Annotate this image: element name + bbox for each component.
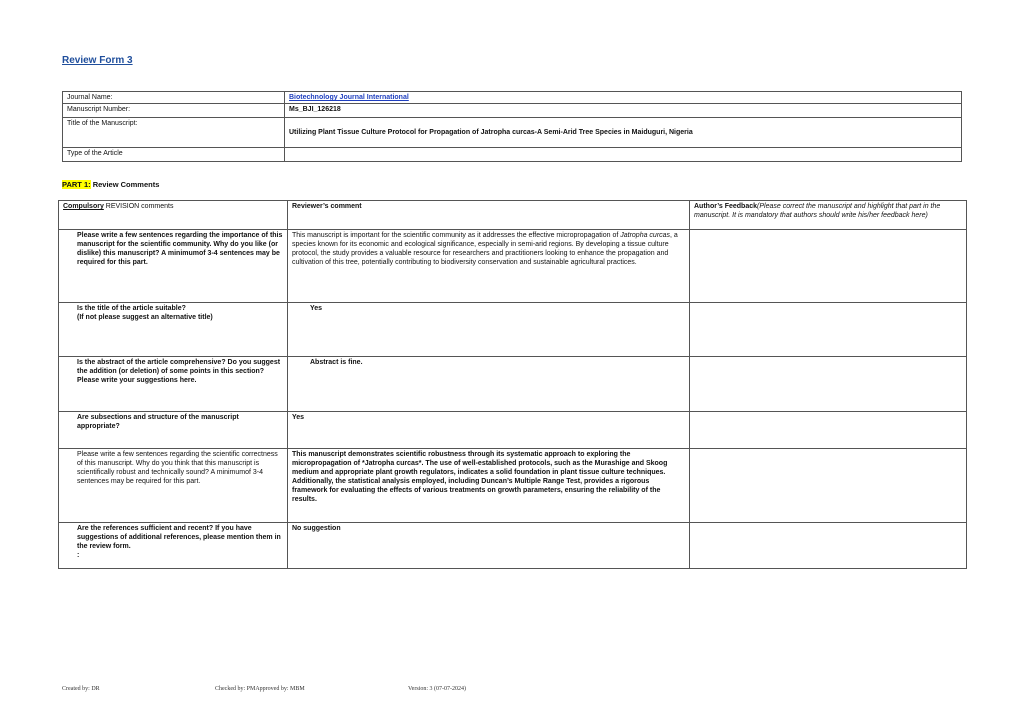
footer-checked: Checked by: PMApproved by: MBM — [215, 686, 305, 692]
author-feedback[interactable] — [690, 303, 967, 357]
question: Are the references sufficient and recent? If you have suggestions of additional references, please mention them in the review form. : — [59, 523, 288, 569]
footer-version: Version: 3 (07-07-2024) — [408, 686, 466, 692]
table-row — [59, 449, 967, 523]
part-title: Review Comments — [90, 180, 160, 189]
author-feedback[interactable] — [690, 412, 967, 449]
journal-label: Journal Name: — [63, 92, 285, 104]
author-feedback[interactable] — [690, 523, 967, 569]
manuscript-number: Ms_BJI_126218 — [285, 104, 962, 118]
header-compulsory: Compulsory REVISION comments — [59, 201, 288, 230]
author-feedback[interactable] — [690, 357, 967, 412]
manuscript-title: Utilizing Plant Tissue Culture Protocol for Propagation of Jatropha curcas-A Semi-Arid Tree Species in Maiduguri, Nigeria — [285, 118, 962, 148]
part-label: PART 1: — [62, 180, 91, 189]
reviewer-comment: No suggestion — [288, 523, 690, 569]
reviewer-comment: This manuscript demonstrates scientific robustness through its systematic approach to exploring the micropropagation of *Jatropha curcas*. The use of well-established protocols, such as the Murashige and Skoog medium and appropriate plant growth regulators, indicates a solid foundation in plant tissue culture techniques. Additionally, the statistical analysis employed, including Duncan’s Multiple Range Test, provides a rigorous framework for evaluating the effects of various treatments on growth parameters, ensuring the reliability of the results. — [288, 449, 690, 523]
header-reviewer: Reviewer’s comment — [288, 201, 690, 230]
review-table — [58, 200, 967, 569]
footer-created: Created by: DR — [62, 686, 100, 692]
author-feedback[interactable] — [690, 449, 967, 523]
reviewer-comment: Yes — [288, 303, 690, 357]
reviewer-comment: Abstract is fine. — [288, 357, 690, 412]
number-label: Manuscript Number: — [63, 104, 285, 118]
title-label: Title of the Manuscript: — [63, 118, 285, 148]
question: Is the title of the article suitable? (If not please suggest an alternative title) — [59, 303, 288, 357]
table-row — [59, 303, 967, 357]
reviewer-comment: Yes — [288, 412, 690, 449]
form-title: Review Form 3 — [62, 55, 133, 66]
question: Are subsections and structure of the manuscript appropriate? — [59, 412, 288, 449]
question: Please write a few sentences regarding the scientific correctness of this manuscript. Why do you think that this manuscript is scientifically robust and technically sound? A minimumof 3-4 sentences may be required for this part. — [59, 449, 288, 523]
article-type — [285, 148, 962, 162]
table-row — [59, 523, 967, 569]
question: Please write a few sentences regarding the importance of this manuscript for the scientific community. Why do you like (or dislike) this manuscript? A minimumof 3-4 sentences may be required for this part. — [59, 230, 288, 303]
table-row — [59, 357, 967, 412]
type-label: Type of the Article — [63, 148, 285, 162]
question: Is the abstract of the article comprehensive? Do you suggest the addition (or deletion) of some points in this section? Please write your suggestions here. — [59, 357, 288, 412]
header-author-feedback: Author’s Feedback(Please correct the manuscript and highlight that part in the manuscript. It is mandatory that authors should write his/her feedback here) — [690, 201, 967, 230]
author-feedback[interactable] — [690, 230, 967, 303]
table-row — [59, 412, 967, 449]
part-heading — [62, 180, 159, 189]
journal-link[interactable]: Biotechnology Journal International — [289, 94, 409, 101]
table-row — [59, 230, 967, 303]
manuscript-info-table — [62, 91, 962, 162]
reviewer-comment: This manuscript is important for the scientific community as it addresses the effective micropropagation of Jatropha curcas, a species known for its economic and ecological significance, especially in semi-arid regions. By developing a tissue culture protocol, the study provides a valuable resource for researchers and practitioners looking to enhance the propagation and cultivation of this tree, potentially contributing to biodiversity conservation and sustainable agricultural practices. — [288, 230, 690, 303]
